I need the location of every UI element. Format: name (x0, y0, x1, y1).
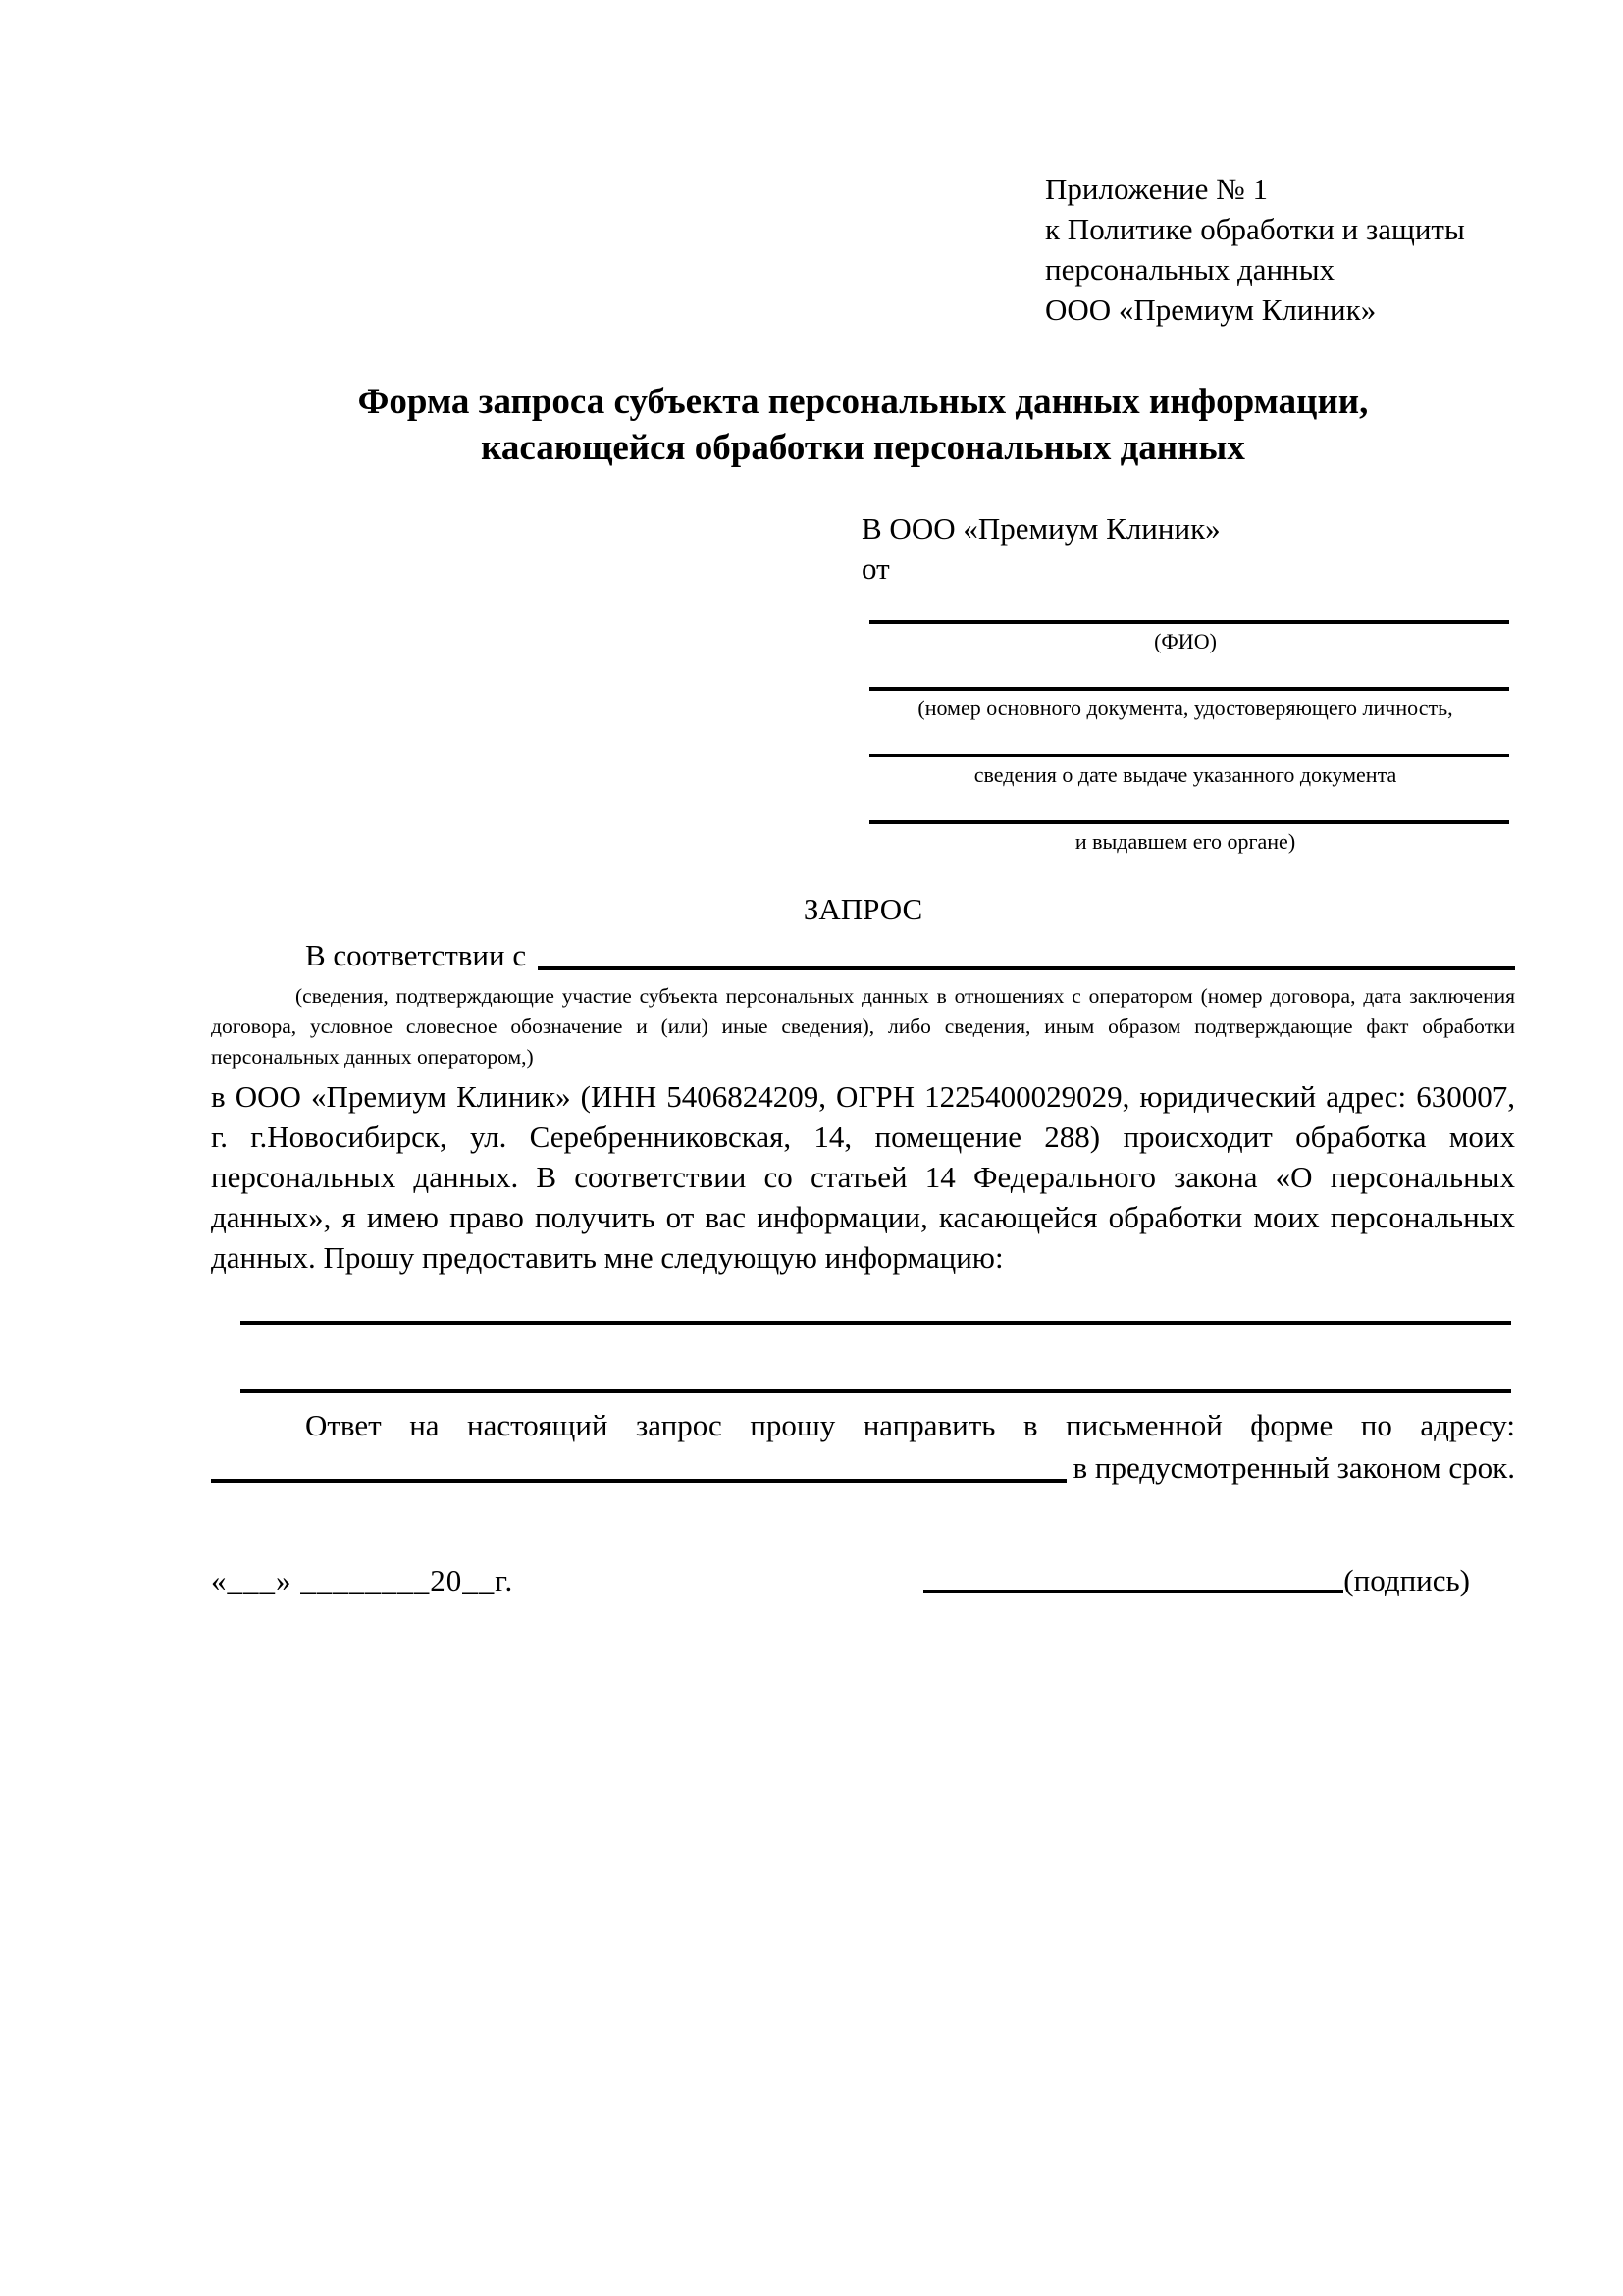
reply-tail-text: в предусмотренный законом срок. (1073, 1450, 1515, 1485)
form-field-document-number (862, 679, 1509, 722)
date-blank: «___» ________20__г. (211, 1563, 514, 1597)
information-blank-line (240, 1278, 1511, 1325)
signature-group (923, 1560, 1470, 1600)
blank-line (869, 746, 1509, 757)
appendix-line: к Политике обработки и защиты (1045, 212, 1465, 246)
signature-caption: (подпись) (1343, 1563, 1470, 1597)
from-label: от (862, 551, 890, 586)
accordance-row (211, 935, 1515, 975)
field-caption: и выдавшем его органе) (1074, 829, 1296, 854)
blank-line (869, 612, 1509, 624)
document-title-line: Форма запроса субъекта персональных данных информации, (357, 382, 1369, 422)
form-field-issuing-authority (862, 812, 1509, 856)
accordance-note: (сведения, подтверждающие участие субъекта персональных данных в отношениях с оператором (номер договора, дата заключения договора, условное словесное обозначение и (или) иные сведения), либо сведения, иным образом подтверждающие факт обработки персональных данных оператором,) (211, 984, 1515, 1069)
blank-line (869, 679, 1509, 691)
reply-address-row (211, 1447, 1515, 1487)
signature-blank-line (923, 1590, 1343, 1593)
accordance-lead: В соответствии с (305, 938, 527, 972)
request-body: в ООО «Премиум Клиник» (ИНН 5406824209, ОГРН 1225400029029, юридический адрес: 630007, г. г.Новосибирск, ул. Серебренниковская, 14, помещение 288) происходит обработка моих персональных данных. В соответствии со статьей 14 Федерального закона «О персональных данных», я имею право получить от вас информации, касающейся обработки моих персональных данных. Прошу предоставить мне следующую информацию: (211, 1079, 1515, 1275)
addressee-org: В ООО «Премиум Клиник» (862, 511, 1221, 546)
appendix-line: ООО «Премиум Клиник» (1045, 292, 1377, 327)
information-blank-line (240, 1325, 1511, 1393)
addressee-block (862, 508, 1509, 856)
form-field-fio (862, 612, 1509, 655)
document-title-line: касающейся обработки персональных данных (481, 428, 1245, 468)
appendix-line: Приложение № 1 (1045, 172, 1268, 206)
date-signature-row (211, 1560, 1515, 1600)
blank-line (869, 812, 1509, 824)
field-caption: (номер основного документа, удостоверяющего личность, (917, 696, 1453, 720)
request-heading: ЗАПРОС (803, 892, 923, 926)
field-caption: (ФИО) (1154, 629, 1217, 653)
appendix-line: персональных данных (1045, 252, 1335, 287)
accordance-blank-line (538, 966, 1515, 970)
field-caption: сведения о дате выдаче указанного документа (973, 762, 1397, 787)
reply-request-text: Ответ на настоящий запрос прошу направить в письменной форме по адресу: (305, 1408, 1515, 1442)
appendix-note (1045, 169, 1515, 330)
form-field-issue-date (862, 746, 1509, 789)
document-title (211, 379, 1515, 471)
address-blank-line (211, 1479, 1067, 1483)
